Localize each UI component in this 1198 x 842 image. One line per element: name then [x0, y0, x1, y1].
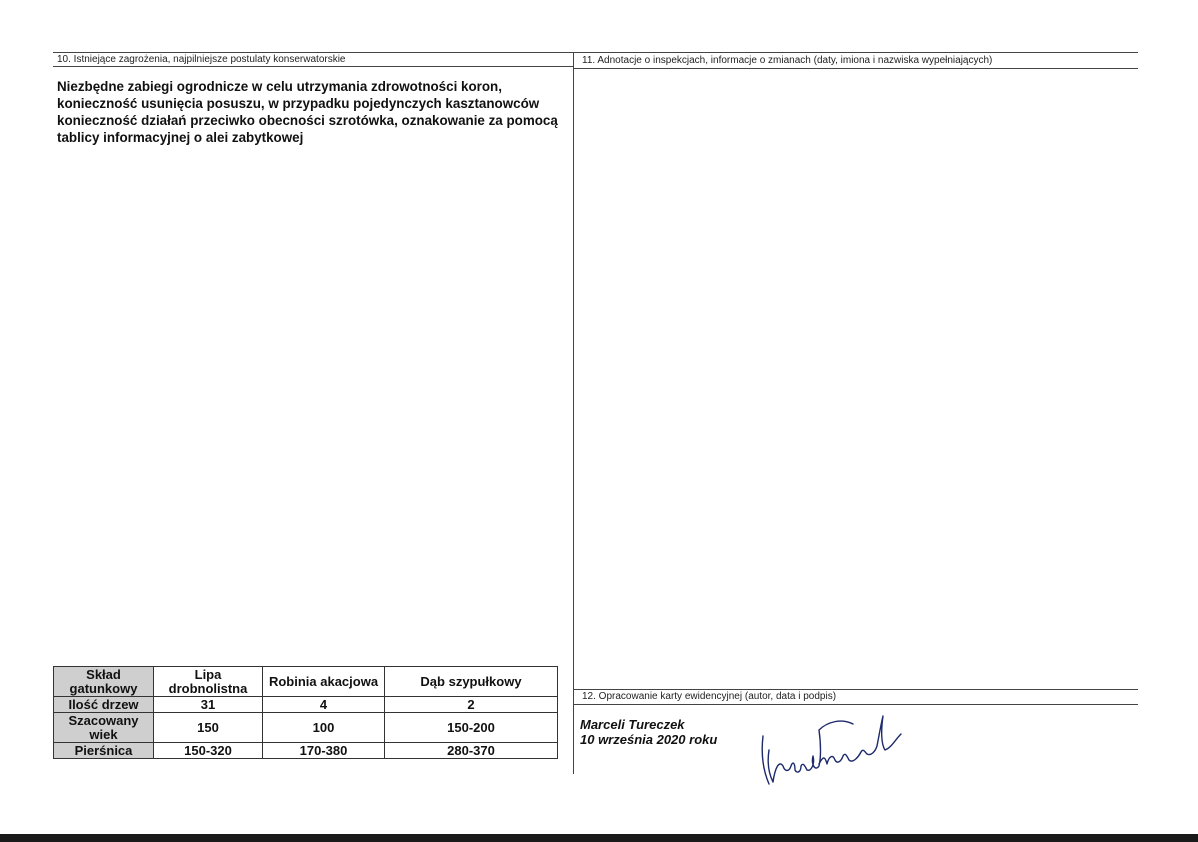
table-cell: 100 — [263, 713, 385, 743]
section-11-header: 11. Adnotacje o inspekcjach, informacje o zmianach (daty, imiona i nazwiska wypełniających) — [582, 55, 993, 66]
section-10-text — [57, 78, 572, 146]
species-table — [53, 666, 558, 759]
scan-border — [0, 834, 1198, 842]
table-cell: Lipa drobnolistna — [154, 667, 263, 697]
column-divider — [573, 52, 574, 774]
table-cell: 4 — [263, 697, 385, 713]
table-row — [54, 713, 558, 743]
table-cell: Robinia akacjowa — [263, 667, 385, 697]
row-label: Pierśnica — [54, 743, 154, 759]
table-cell: 280-370 — [385, 743, 558, 759]
section-11-top-rule — [573, 52, 1138, 53]
table-row — [54, 743, 558, 759]
table-row — [54, 667, 558, 697]
table-cell: 150 — [154, 713, 263, 743]
row-label: Szacowany wiek — [54, 713, 154, 743]
section-12-top-rule — [573, 689, 1138, 690]
section-10-header: 10. Istniejące zagrożenia, najpilniejsze postulaty konserwatorskie — [57, 54, 346, 65]
section-10-line: konieczność działań przeciwko obecności szrotówka, oznakowanie za pomocą — [57, 113, 558, 128]
author-date: 10 września 2020 roku — [580, 732, 718, 747]
table-cell: 2 — [385, 697, 558, 713]
table-cell: 150-320 — [154, 743, 263, 759]
author-name: Marceli Tureczek — [580, 717, 685, 732]
table-cell: 31 — [154, 697, 263, 713]
section-11-header-rule — [573, 68, 1138, 69]
section-10-line: konieczność usunięcia posuszu, w przypadku pojedynczych kasztanowców — [57, 96, 540, 111]
section-12-header-rule — [573, 704, 1138, 705]
section-10-top-rule — [53, 52, 573, 53]
section-10-line: tablicy informacyjnej o alei zabytkowej — [57, 130, 304, 145]
table-cell: 150-200 — [385, 713, 558, 743]
handwritten-signature — [755, 708, 915, 790]
table-cell: 170-380 — [263, 743, 385, 759]
table-row — [54, 697, 558, 713]
author-block — [580, 717, 717, 747]
section-12-header: 12. Opracowanie karty ewidencyjnej (autor, data i podpis) — [582, 691, 837, 702]
row-label: Ilość drzew — [54, 697, 154, 713]
section-10-line: Niezbędne zabiegi ogrodnicze w celu utrzymania zdrowotności koron, — [57, 79, 502, 94]
section-10-header-rule — [53, 66, 573, 67]
row-label: Skład gatunkowy — [54, 667, 154, 697]
table-cell: Dąb szypułkowy — [385, 667, 558, 697]
